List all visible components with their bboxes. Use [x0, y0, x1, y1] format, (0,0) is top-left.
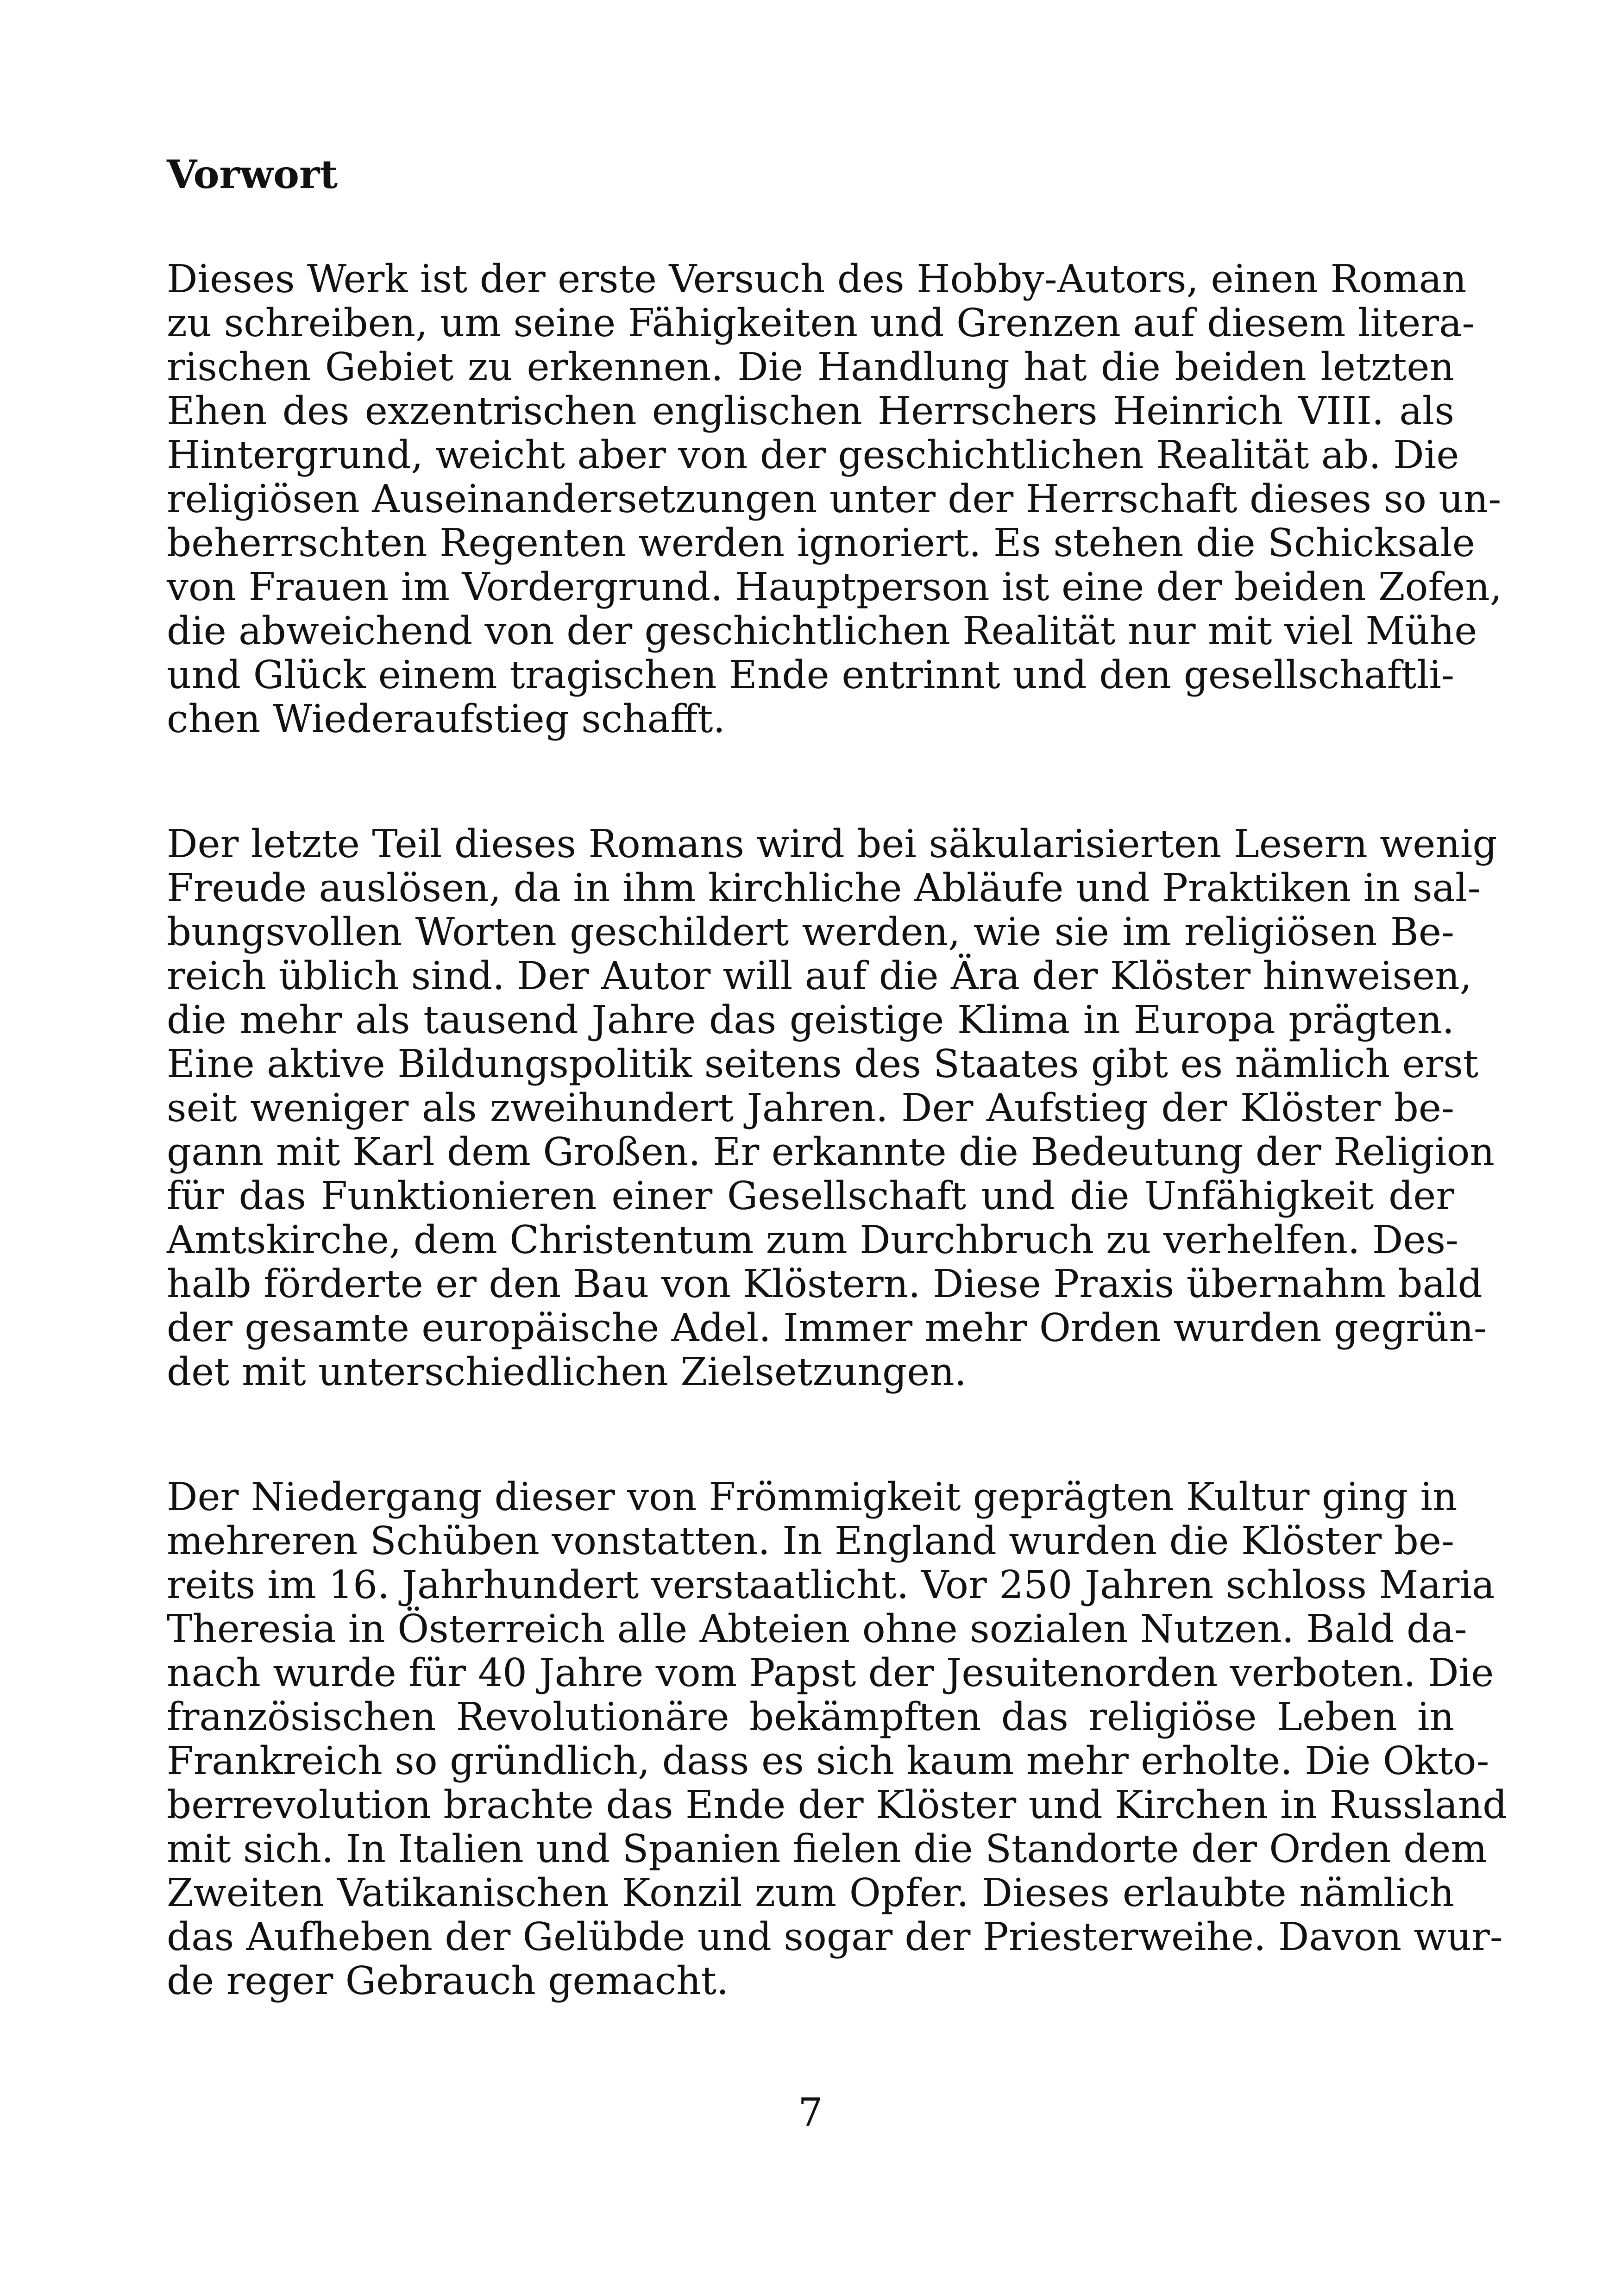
- text-line: für das Funktionieren einer Gesellschaft und die Unfähigkeit der: [167, 1173, 1454, 1218]
- text-line: reits im 16. Jahrhundert verstaatlicht. Vor 250 Jahren schloss Maria: [167, 1562, 1495, 1607]
- text-line: die abweichend von der geschichtlichen Realität nur mit viel Mühe: [167, 609, 1477, 653]
- text-line: Hintergrund, weicht aber von der geschichtlichen Realität ab. Die: [167, 433, 1459, 477]
- text-line: die mehr als tausend Jahre das geistige Klima in Europa prägten.: [167, 997, 1454, 1042]
- text-line: Ehen des exzentrischen englischen Herrschers Heinrich VIII. als: [167, 389, 1454, 433]
- text-line: Dieses Werk ist der erste Versuch des Hobby-Autors, einen Roman: [167, 257, 1467, 301]
- text-line: bungsvollen Worten geschildert werden, wie sie im religiösen Be-: [167, 910, 1454, 954]
- text-line: Eine aktive Bildungspolitik seitens des Staates gibt es nämlich erst: [167, 1041, 1479, 1086]
- paragraph-2: [167, 822, 1497, 1394]
- text-line: seit weniger als zweihundert Jahren. Der Aufstieg der Klöster be-: [167, 1085, 1454, 1130]
- text-line: französischen Revolutionäre bekämpften das religiöse Leben in: [167, 1694, 1454, 1739]
- text-line: Zweiten Vatikanischen Konzil zum Opfer. Dieses erlaubte nämlich: [167, 1870, 1454, 1915]
- text-line: halb förderte er den Bau von Klöstern. Diese Praxis übernahm bald: [167, 1261, 1483, 1306]
- text-line: reich üblich sind. Der Autor will auf die Ära der Klöster hinweisen,: [167, 954, 1472, 998]
- text-line: das Aufheben der Gelübde und sogar der Priesterweihe. Davon wur-: [167, 1914, 1503, 1959]
- text-line: Theresia in Österreich alle Abteien ohne sozialen Nutzen. Bald da-: [167, 1606, 1467, 1651]
- text-line: Amtskirche, dem Christentum zum Durchbruch zu verhelfen. Des-: [167, 1217, 1459, 1262]
- text-line: det mit unterschiedlichen Zielsetzungen.: [167, 1349, 967, 1394]
- text-line: Der Niedergang dieser von Frömmigkeit geprägten Kultur ging in: [167, 1474, 1458, 1519]
- text-line: und Glück einem tragischen Ende entrinnt und den gesellschaftli-: [167, 652, 1454, 697]
- text-line: beherrschten Regenten werden ignoriert. Es stehen die Schicksale: [167, 521, 1475, 565]
- text-line: Freude auslösen, da in ihm kirchliche Abläufe und Praktiken in sal-: [167, 866, 1481, 910]
- text-line: de reger Gebrauch gemacht.: [167, 1958, 729, 2003]
- text-line: rischen Gebiet zu erkennen. Die Handlung hat die beiden letzten: [167, 345, 1454, 389]
- text-line: nach wurde für 40 Jahre vom Papst der Jesuitenorden verboten. Die: [167, 1650, 1494, 1695]
- page-number: 7: [798, 2090, 823, 2135]
- text-line: von Frauen im Vordergrund. Hauptperson ist eine der beiden Zofen,: [167, 565, 1502, 609]
- text-line: berrevolution brachte das Ende der Klöster und Kirchen in Russland: [167, 1782, 1508, 1827]
- text-line: der gesamte europäische Adel. Immer mehr Orden wurden gegrün-: [167, 1305, 1487, 1350]
- text-line: mit sich. In Italien und Spanien fielen die Standorte der Orden dem: [167, 1826, 1488, 1871]
- paragraph-1: [167, 257, 1502, 741]
- text-line: mehreren Schüben vonstatten. In England wurden die Klöster be-: [167, 1518, 1454, 1563]
- text-line: Frankreich so gründlich, dass es sich kaum mehr erholte. Die Okto-: [167, 1738, 1489, 1783]
- text-line: zu schreiben, um seine Fähigkeiten und Grenzen auf diesem litera-: [167, 301, 1475, 345]
- text-line: gann mit Karl dem Großen. Er erkannte die Bedeutung der Religion: [167, 1129, 1495, 1174]
- paragraph-3: [167, 1474, 1508, 2003]
- text-line: Der letzte Teil dieses Romans wird bei säkularisierten Lesern wenig: [167, 822, 1497, 866]
- text-line: chen Wiederaufstieg schafft.: [167, 696, 725, 741]
- section-heading: Vorwort: [167, 151, 338, 197]
- text-line: religiösen Auseinandersetzungen unter der Herrschaft dieses so un-: [167, 477, 1502, 521]
